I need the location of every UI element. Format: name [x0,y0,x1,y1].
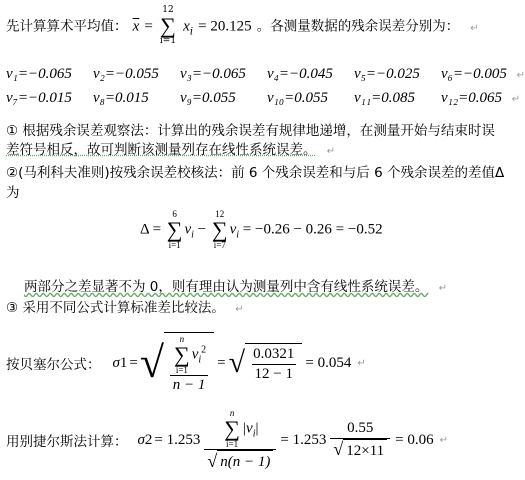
para-2-line-2: 为 [6,185,20,201]
peters-sigma-sub: 2 [144,431,153,448]
delta-sum-2-bottom: i=7 [213,240,226,250]
peters-num-sub: i [252,428,256,440]
para-1-line-1: ① 根据残余误差观察法：计算出的残余误差有规律地递增，在测量开始与结束时误 [6,123,495,139]
bessel-result: = 0.054 [305,354,352,371]
paragraph-mark-icon: ↵ [470,22,479,34]
peters-den: n(n − 1) [217,450,273,471]
residuals-row-1 [6,66,525,83]
residual-item: v₄=−0.045 [267,66,333,82]
peters-num-sum-bottom: i=1 [226,439,239,449]
bessel-sqrt-2 [229,343,303,382]
delta-sub-1: i [191,229,194,241]
para-1-line-2-text: 差符号相反，故可判断该测量列存在线性系统误差。 [6,142,317,158]
peters-frac-2 [330,420,390,459]
bessel-num-sum [174,335,190,375]
sigma-symbol: ∑ [160,13,176,38]
para-3 [24,275,447,295]
radical-icon: √ [228,346,246,379]
residual-item: v₃=−0.065 [180,66,246,82]
delta-lhs: Δ = [140,221,162,238]
mean-term-sub: i [189,26,194,38]
mean-term: x [183,18,190,35]
residual-item: v₁₂=0.065 [441,90,502,106]
bessel-label: 按贝塞尔公式： [6,357,101,373]
delta-rhs: = −0.26 − 0.26 = −0.52 [242,221,383,238]
peters-label: 用别捷尔斯法计算： [6,434,128,450]
bessel-num-sub: i [198,354,202,366]
x-bar: $\overline{x}$ [132,18,140,35]
mean-result: = 20.125 [198,18,252,35]
bessel-num-sum-bottom: i=1 [175,365,188,375]
mean-line [6,6,479,46]
sigma-symbol: ∑ [211,217,228,242]
para-1-line-2 [6,138,335,158]
delta-sub-2: i [236,229,240,241]
peters-result: = 0.06 [395,431,434,448]
bessel-sigma: σ [112,354,120,371]
peters-sqrt-1 [207,450,273,471]
para-4 [6,296,244,316]
peters-num-close: | [255,420,259,437]
peters-num-term: |v [241,420,253,437]
residual-item: v₇=−0.015 [6,90,72,106]
bessel-formula [6,318,366,408]
peters-num-2: 0.55 [347,420,374,437]
peters-formula [6,404,448,476]
delta-equation [140,210,383,250]
mean-suffix: 。各测量数据的残余误差分别为： [256,18,460,35]
bessel-num-sum-top: n [179,334,185,344]
residuals-row-2 [6,90,520,107]
peters-num-sum-top: n [229,408,235,418]
bessel-eq-2: = [217,354,226,371]
radical-icon: √ [207,450,218,471]
paragraph-mark-icon: ↵ [326,146,336,157]
delta-sum-1 [167,210,183,250]
residual-item: v₆=−0.005 [441,66,507,82]
delta-sum-2 [212,210,228,250]
peters-frac-1 [204,409,276,471]
paragraph-mark-icon: ↵ [511,94,521,105]
peters-sigma: σ [137,431,145,448]
delta-sum-1-bottom: i=1 [168,240,181,250]
bessel-den: n − 1 [170,375,209,394]
delta-minus: − [197,221,207,238]
residual-item: v₁=−0.065 [6,66,72,82]
mean-sum-top: 12 [162,5,174,15]
residual-item: v₁₁=0.085 [354,90,415,106]
bessel-den-2: 12 − 1 [252,364,296,383]
sigma-symbol: ∑ [166,217,183,242]
peters-coef: = 1.253 [154,431,201,448]
residual-item: v₂=−0.055 [93,66,159,82]
sigma-symbol: ∑ [174,342,190,367]
mean-sum-bottom: i=1 [159,36,177,46]
bessel-sigma-sub: 1 [119,354,128,371]
bessel-eq: = [129,354,138,371]
paragraph-mark-icon: ↵ [357,357,366,369]
para-4-text: ③ 采用不同公式计算标准差比较法。 [6,300,225,316]
delta-sum-1-top: 6 [172,209,177,219]
mean-sum [160,6,176,46]
delta-term-1: v [184,221,192,238]
para-2-line-1: ②(马利科夫准则)按残余误差校核法：前 6 个残余误差和与后 6 个残余误差的差值Δ [6,165,505,181]
bessel-num-2: 0.0321 [253,346,295,363]
sigma-symbol: ∑ [224,416,240,441]
paragraph-mark-icon: ↵ [438,283,448,294]
mean-eq: = [144,18,153,35]
residual-item: v₁₀=0.055 [267,90,328,106]
peters-sqrt-2 [333,439,387,460]
mean-prefix: 先计算算术平均值： [6,18,128,35]
bessel-num-sup: 2 [201,344,207,356]
radical-icon: √ [333,439,344,460]
paragraph-mark-icon: ↵ [439,434,449,446]
bessel-sqrt-1 [140,332,214,394]
delta-sum-2-top: 12 [215,209,225,219]
peters-num-sum [224,409,240,449]
residual-item: v₅=−0.025 [354,66,420,82]
para-3-text: 两部分之差显著不为 0，则有理由认为测量列中含有线性系统误差。 [24,279,429,295]
peters-coef-2: = 1.253 [280,431,327,448]
delta-term-2: v [229,221,237,238]
residual-item: v₈=0.015 [93,90,149,106]
peters-den-2: 12×11 [343,439,387,460]
residual-item: v₉=0.055 [180,90,236,106]
radical-icon: √ [139,338,165,387]
paragraph-mark-icon: ↵ [235,304,244,315]
bessel-num-term: v [191,346,199,363]
paragraph-mark-icon: ↵ [516,70,525,81]
